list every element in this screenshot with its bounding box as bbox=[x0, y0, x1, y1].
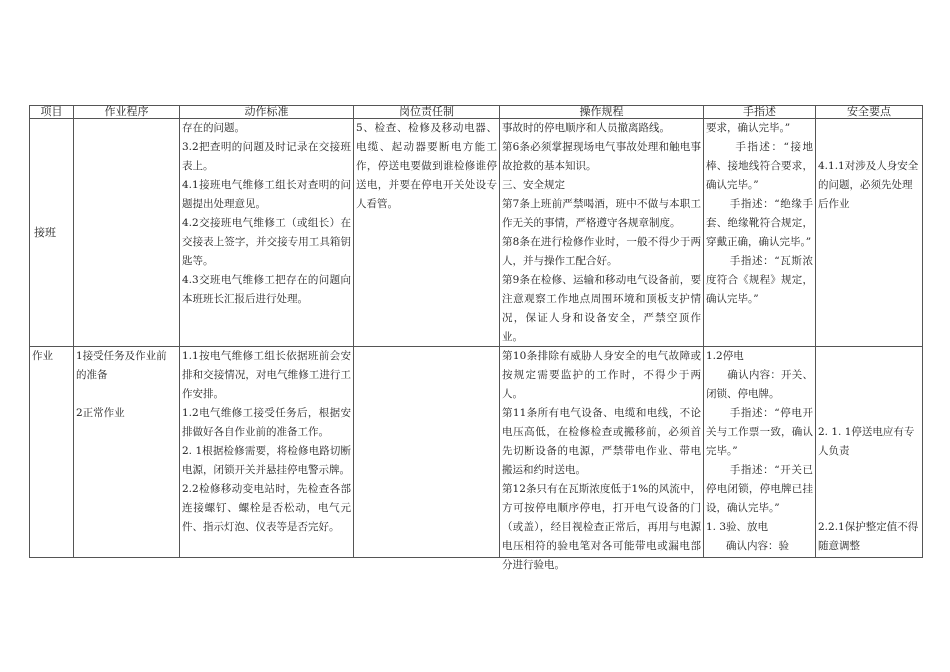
cell-paragraph: 4.3交班电气维修工把存在的问题向本班班长汇报后进行处理。 bbox=[182, 274, 351, 305]
work-standard-table bbox=[29, 105, 923, 571]
cell-duty bbox=[354, 119, 500, 347]
cell-safety bbox=[816, 347, 923, 558]
cell-paragraph: 三、安全规定 bbox=[502, 179, 565, 191]
cell-paragraph: 4.1接班电气维修工组长对查明的问题提出处理意见。 bbox=[182, 179, 351, 210]
cell-action-standard bbox=[180, 119, 354, 347]
cell-duty bbox=[354, 347, 500, 558]
cell-paragraph: 手指述：“瓦斯浓度符合《规程》规定，确认完毕。” bbox=[706, 255, 813, 305]
cell-paragraph: 1接受任务及作业前的准备 bbox=[76, 350, 167, 381]
header-rules: 操作规程 bbox=[500, 106, 704, 119]
cell-procedure bbox=[74, 119, 180, 347]
cell-paragraph: 1.1按电气维修工组长依据班前会安排和交接情况，对电气维修工进行工作安排。 bbox=[182, 350, 351, 400]
cell-paragraph: 3.2把查明的问题及时记录在交接班表上。 bbox=[182, 141, 351, 172]
cell-paragraph: 手指述：“绝缘手套、绝缘靴符合规定，穿戴正确，确认完毕。” bbox=[706, 198, 813, 248]
cell-paragraph: 1.2停电 bbox=[706, 350, 744, 362]
table-header-row bbox=[30, 106, 923, 119]
cell-paragraph bbox=[818, 119, 920, 138]
cell-procedure bbox=[74, 347, 180, 558]
cell-item bbox=[30, 347, 74, 558]
table-row-handover bbox=[30, 119, 923, 347]
cell-paragraph bbox=[818, 385, 920, 404]
cell-paragraph bbox=[818, 499, 920, 518]
cell-paragraph bbox=[818, 366, 920, 385]
cell-paragraph: 第10条排除有威胁人身安全的电气故障或按规定需要监护的工作时，不得少于两人。 bbox=[502, 350, 701, 400]
cell-paragraph: 第9条在检修、运输和移动电气设备前，要注意观察工作地点周围环境和顶板支护情况，保证人身和设备安全，严禁空顶作业。 bbox=[502, 274, 701, 343]
cell-pointing bbox=[704, 119, 816, 347]
cell-paragraph: 要求，确认完毕。” bbox=[706, 122, 791, 134]
cell-paragraph: 第12条只有在瓦斯浓度低于1%的风流中，方可按停电顺序停电，打开电气设备的门（或盖），经目视检查正常后，再用与电源电压相符的验电笔对各可能带电或漏电部分进行验电。 bbox=[502, 483, 701, 571]
cell-paragraph: 手指述：“接地棒、接地线符合要求，确认完毕。” bbox=[706, 141, 813, 191]
cell-paragraph: 5、检查、检修及移动电器、电缆、起动器要断电方能工作，停送电要做到谁检修谁停送电，并要在停电开关处设专人看管。 bbox=[356, 122, 497, 210]
cell-safety bbox=[816, 119, 923, 347]
header-item: 项目 bbox=[30, 106, 74, 119]
cell-paragraph: 第8条在进行检修作业时，一般不得少于两人，并与操作工配合好。 bbox=[502, 236, 701, 267]
cell-paragraph: 1.2电气维修工接受任务后，根据安排做好各自作业前的准备工作。 bbox=[182, 407, 351, 438]
cell-paragraph: 1. 3验、放电 bbox=[706, 521, 769, 533]
cell-paragraph: 第7条上班前严禁喝酒，班中不做与本职工作无关的事情，严格遵守各规章制度。 bbox=[502, 198, 701, 229]
cell-action-standard bbox=[180, 347, 354, 558]
cell-paragraph: 4.1.1对涉及人身安全的问题，必须先处理后作业 bbox=[818, 160, 919, 210]
cell-paragraph: 手指述：“开关已停电闭锁，停电牌已挂设，确认完毕。” bbox=[706, 464, 813, 514]
cell-paragraph: 第11条所有电气设备、电缆和电线，不论电压高低，在检修检查或搬移前，必须首先切断设备的电源，严禁带电作业、带电搬运和约时送电。 bbox=[502, 407, 701, 476]
cell-rules bbox=[500, 347, 704, 571]
cell-paragraph bbox=[818, 461, 920, 480]
header-procedure: 作业程序 bbox=[74, 106, 180, 119]
header-pointing: 手指述 bbox=[704, 106, 816, 119]
cell-paragraph bbox=[818, 138, 920, 157]
cell-paragraph: 2正常作业 bbox=[76, 407, 125, 419]
cell-paragraph: 存在的问题。 bbox=[182, 122, 245, 134]
cell-paragraph bbox=[818, 480, 920, 499]
cell-paragraph: 事故时的停电顺序和人员撤离路线。 bbox=[502, 122, 670, 134]
cell-paragraph: 确认内容：验 bbox=[706, 540, 790, 552]
table-row-operation bbox=[30, 347, 923, 558]
cell-paragraph bbox=[818, 404, 920, 423]
item-label: 作业 bbox=[32, 350, 53, 362]
cell-paragraph bbox=[76, 385, 177, 404]
cell-paragraph: 2. 1根据检修需要，将检修电路切断电源，闭锁开关并悬挂停电警示牌。 bbox=[182, 445, 351, 476]
cell-paragraph: 2. 1. 1停送电应有专人负责 bbox=[818, 426, 915, 457]
header-safety: 安全要点 bbox=[816, 106, 923, 119]
cell-paragraph: 确认内容：开关、闭锁、停电牌。 bbox=[706, 369, 814, 400]
cell-pointing bbox=[704, 347, 816, 558]
cell-paragraph bbox=[818, 347, 920, 366]
cell-paragraph: 4.2交接班电气维修工（或组长）在交接表上签字，并交接专用工具箱钥匙等。 bbox=[182, 217, 351, 267]
header-action-standard: 动作标准 bbox=[180, 106, 354, 119]
cell-item bbox=[30, 119, 74, 347]
cell-paragraph: 第6条必须掌握现场电气事故处理和触电事故抢救的基本知识。 bbox=[502, 141, 701, 172]
header-duty: 岗位责任制 bbox=[354, 106, 500, 119]
cell-paragraph: 手指述：“停电开关与工作票一致，确认完毕。” bbox=[706, 407, 813, 457]
cell-rules bbox=[500, 119, 704, 347]
cell-paragraph: 2.2检修移动变电站时，先检查各部连接螺钉、螺栓是否松动，电气元件、指示灯泡、仪表等是否完好。 bbox=[182, 483, 351, 533]
cell-paragraph: 2.2.1保护整定值不得随意调整 bbox=[818, 521, 919, 552]
item-label: 接班 bbox=[34, 226, 56, 239]
